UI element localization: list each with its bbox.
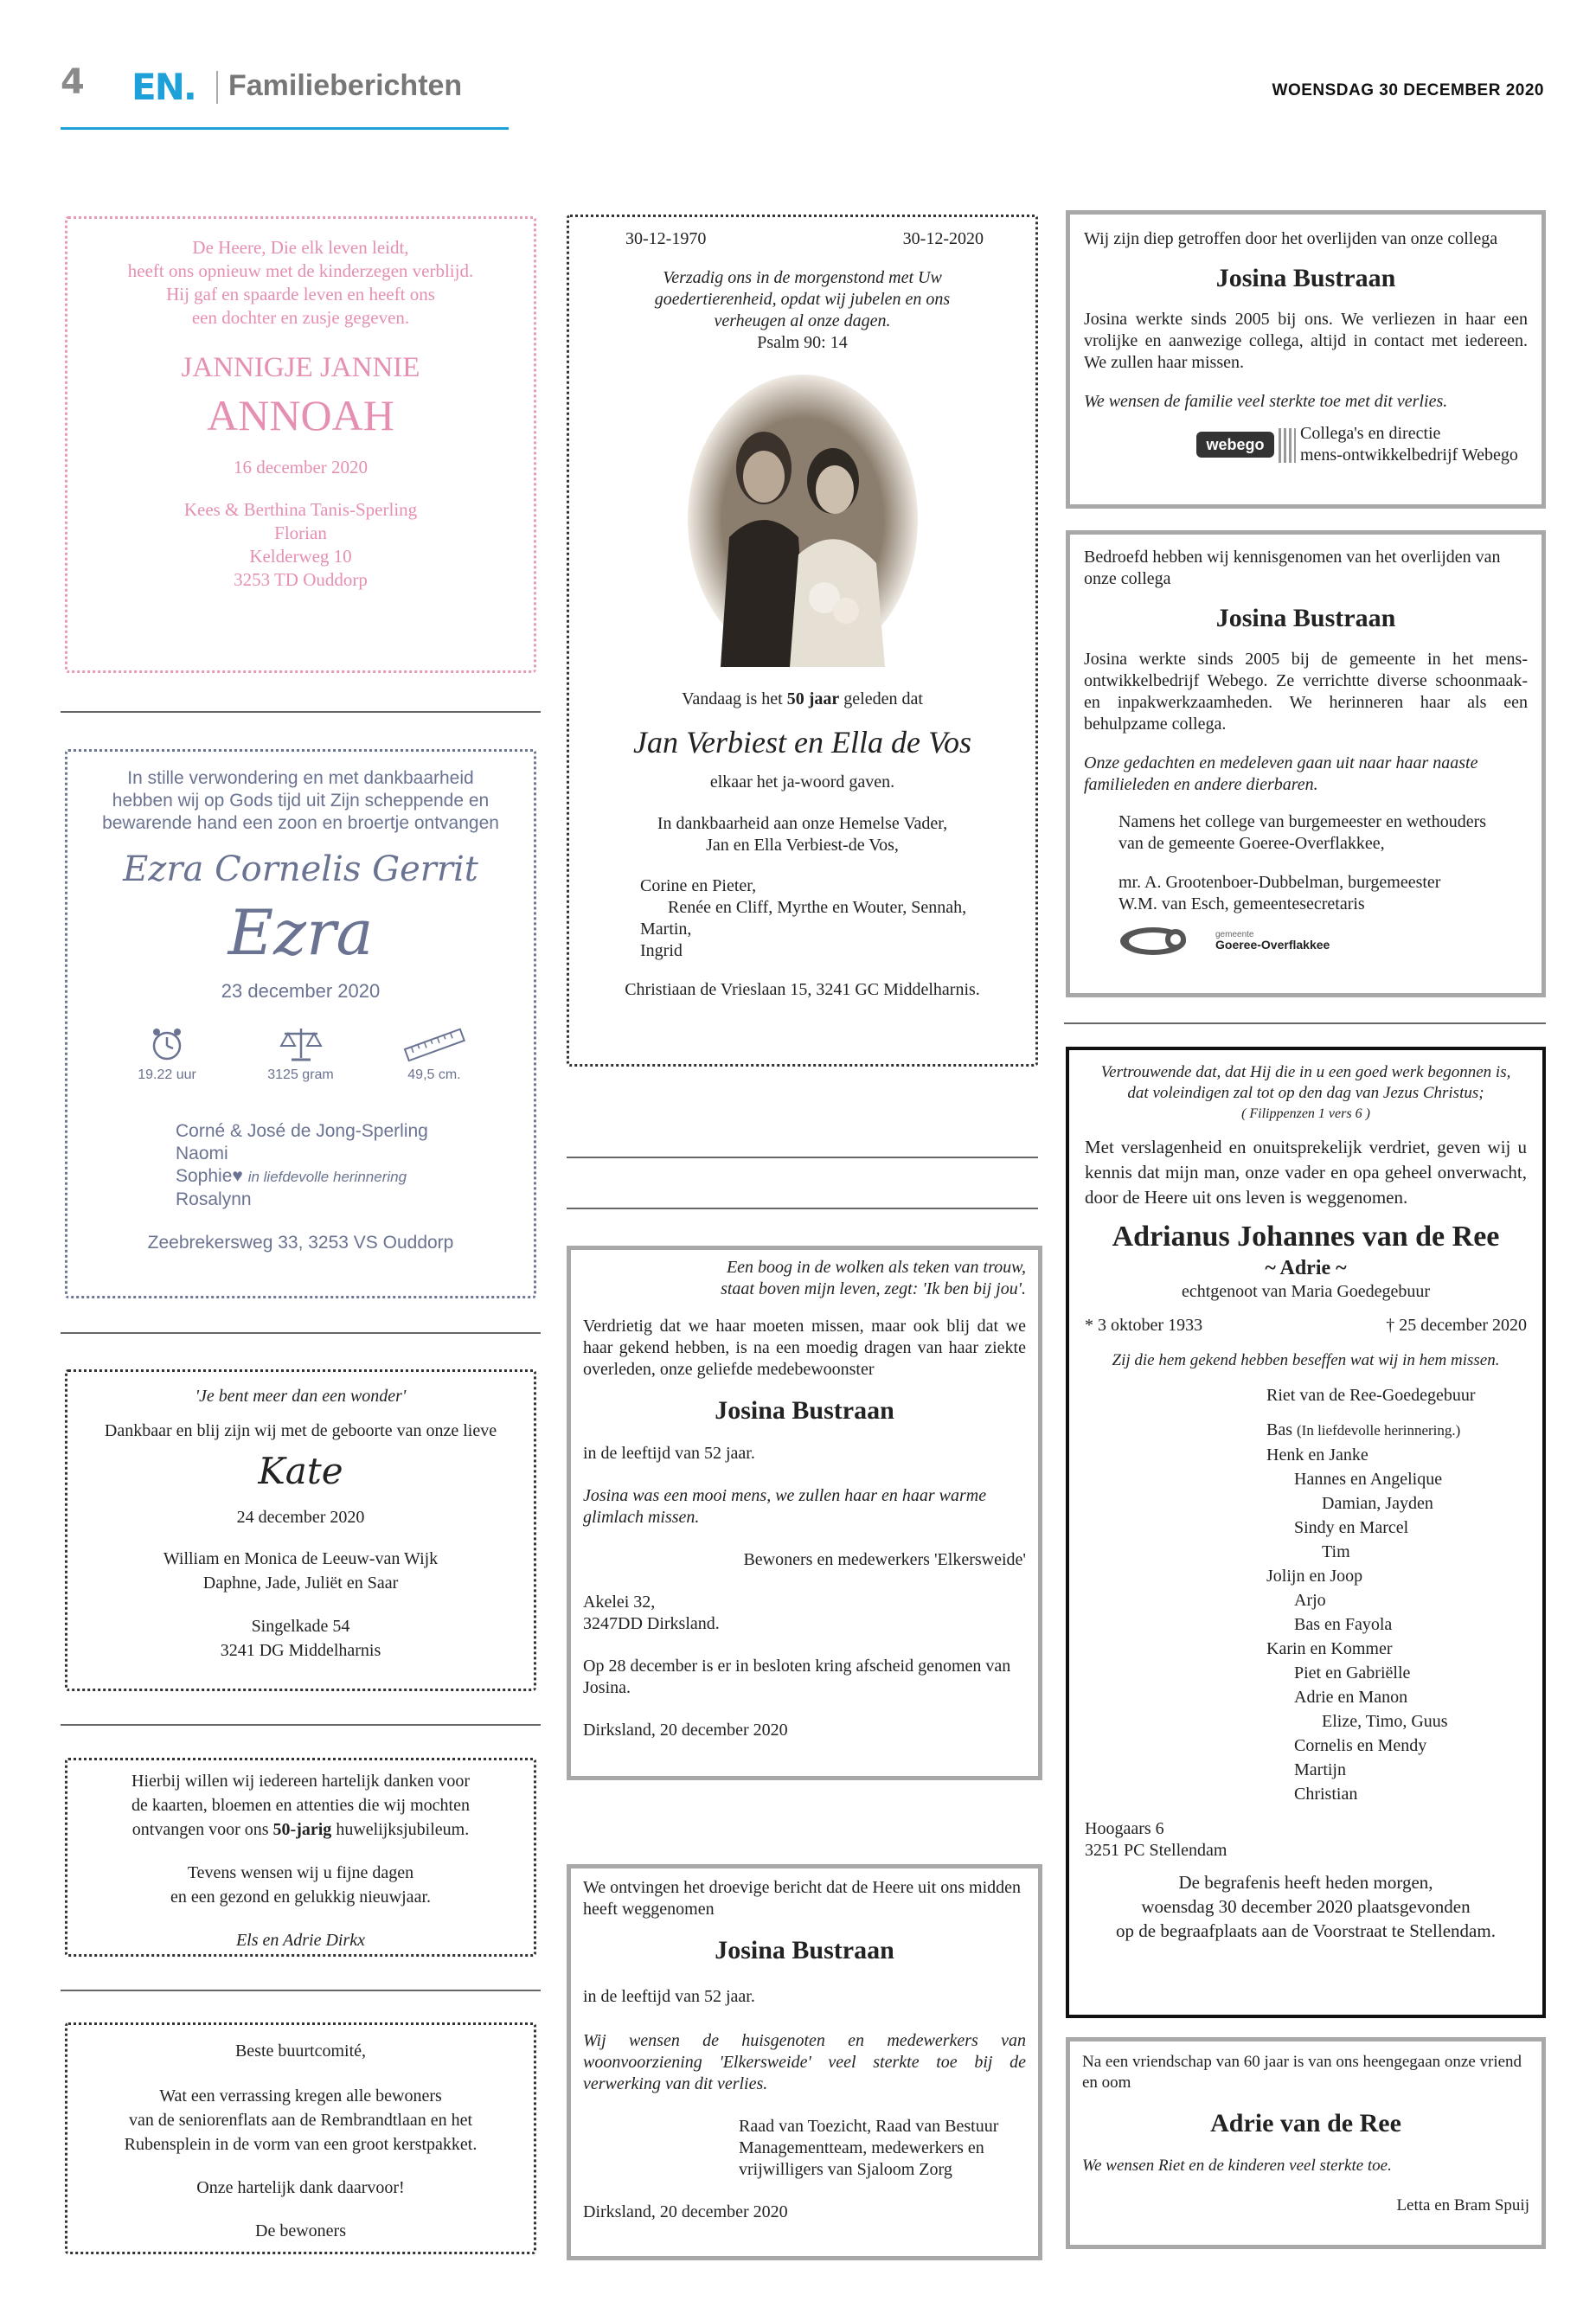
body-text: Verdrietig dat we haar moeten missen, maar ook blij dat we haar gekend hebben, is na een moedig dragen van haar ziekte overleden, onze geliefde medebewoonster xyxy=(583,1317,1026,1379)
thanks-line: Hierbij willen wij iedereen hartelijk danken voor xyxy=(131,1772,470,1791)
thank-you-buurtcomite xyxy=(65,2022,536,2254)
header-separator xyxy=(216,71,218,104)
postal-city: 3253 TD Ouddorp xyxy=(234,569,368,590)
intro-line: bewarende hand een zoon en broertje ontvangen xyxy=(102,813,499,833)
issue-date: WOENSDAG 30 DECEMBER 2020 xyxy=(1272,81,1544,99)
age: in de leeftijd van 52 jaar. xyxy=(583,1444,755,1463)
nickname: ~ Adrie ~ xyxy=(1265,1257,1347,1279)
sender: Bewoners en medewerkers 'Elkersweide' xyxy=(743,1550,1026,1569)
birth-announcement-ezra xyxy=(65,749,536,1298)
wishes-line: en een gezond en gelukkig nieuwjaar. xyxy=(170,1888,431,1907)
anniversary-line: Vandaag is het 50 jaar geleden dat xyxy=(682,689,923,708)
spouse: echtgenoot van Maria Goedegebuur xyxy=(1181,1282,1431,1301)
deceased-name: Josina Bustraan xyxy=(1215,264,1396,292)
time-label: 19.22 uur xyxy=(138,1067,196,1082)
motto: Zij die hem gekend hebben beseffen wat wij in hem missen. xyxy=(1112,1351,1500,1369)
birth-date: 23 december 2020 xyxy=(221,980,381,1002)
family-member: Bas en Fayola xyxy=(1294,1615,1393,1634)
sender-line: van de gemeente Goeree-Overflakkee, xyxy=(1118,834,1385,853)
logo-caption: gemeente xyxy=(1215,930,1254,939)
family-member: Jolijn en Joop xyxy=(1266,1567,1363,1586)
quote: 'Je bent meer dan een wonder' xyxy=(195,1387,407,1406)
heart-icon: ♥ xyxy=(232,1166,243,1186)
condolence-spuij xyxy=(1066,2037,1546,2249)
widow: Riet van de Ree-Goedegebuur xyxy=(1266,1386,1476,1405)
header-underline xyxy=(61,127,509,130)
deceased-name: Adrie van de Ree xyxy=(1210,2109,1401,2138)
intro-line: In stille verwondering en met dankbaarheid xyxy=(127,768,474,788)
newspaper-logo: EN. xyxy=(131,66,195,108)
intro-text: Na een vriendschap van 60 jaar is van ons heengegaan onze vriend en oom xyxy=(1082,2053,1522,2092)
divider xyxy=(567,1208,1038,1209)
body-text: Josina werkte sinds 2005 bij ons. We verliezen in haar een vrolijke en aanwezige collega, altijd in contact met iedereen. We zullen haar missen. xyxy=(1084,310,1528,372)
parents: Kees & Berthina Tanis-Sperling xyxy=(183,499,418,520)
child-full-name: Ezra Cornelis Gerrit xyxy=(123,849,478,889)
child-in-memory: Bas (In liefdevolle herinnering.) xyxy=(1266,1420,1461,1439)
family-member: Karin en Kommer xyxy=(1266,1639,1393,1658)
birth-date: 16 december 2020 xyxy=(233,457,369,478)
verse-line: verheugen al onze dagen. xyxy=(714,311,891,330)
body-text: Josina werkte sinds 2005 bij de gemeente in het mens-ontwikkelbedrijf Webego. Ze verrichtte diverse schoonmaak- en inpakwerkzaamheden. We herinneren haar als een behulpzame collega. xyxy=(1084,650,1528,734)
child: Corine en Pieter, xyxy=(640,876,757,895)
family-member: Adrie en Manon xyxy=(1294,1688,1408,1707)
wish-text: Wij wensen de huisgenoten en medewerkers van woonvoorziening 'Elkersweide' veel sterkte toe bij de verwerking van dit verlies. xyxy=(583,2031,1026,2093)
child-name: Kate xyxy=(258,1450,343,1492)
postal-city: 3241 DG Middelharnis xyxy=(220,1641,381,1660)
birth-time xyxy=(102,1025,232,1083)
birth-length xyxy=(369,1025,499,1083)
verse-reference: ( Filippenzen 1 vers 6 ) xyxy=(1241,1106,1370,1121)
birth-date: 24 december 2020 xyxy=(236,1508,365,1527)
family-member: Piet en Gabriëlle xyxy=(1294,1663,1411,1682)
birth-announcement-annoah xyxy=(65,216,536,673)
sender-line: Collega's en directie xyxy=(1300,424,1441,443)
wish-text: We wensen Riet en de kinderen veel sterkte toe. xyxy=(1082,2157,1392,2175)
page-number: 4 xyxy=(61,62,85,102)
wedding-photo xyxy=(686,373,920,667)
couple-signature: Jan en Ella Verbiest-de Vos, xyxy=(706,836,899,855)
body-text: Met verslagenheid en onuitsprekelijk verdriet, geven wij u kennis dat mijn man, onze vader en opa geheel onverwacht, door de Heere uit ons leven is weggenomen. xyxy=(1085,1137,1527,1208)
divider xyxy=(61,1724,541,1726)
thank-you-dirkx xyxy=(65,1758,536,1957)
verse-line: Vertrouwende dat, dat Hij die in u een goed werk begonnen is, xyxy=(1100,1063,1511,1081)
child: Martin, xyxy=(640,920,692,939)
verse-line: Een boog in de wolken als teken van trouw, xyxy=(726,1258,1026,1277)
street: Hoogaars 6 xyxy=(1085,1819,1164,1838)
intro-line: Dankbaar en blij zijn wij met de geboorte van onze lieve xyxy=(104,1421,497,1440)
funeral-line: De begrafenis heeft heden morgen, xyxy=(1178,1872,1433,1893)
sibling: Florian xyxy=(274,522,327,543)
wedding-date: 30-12-1970 xyxy=(625,229,707,248)
body-line: Rubensplein in de vorm van een groot kerstpakket. xyxy=(124,2135,478,2154)
anniversary-date: 30-12-2020 xyxy=(902,229,984,248)
thanks: Onze hartelijk dank daarvoor! xyxy=(196,2178,405,2197)
thanks-line: ontvangen voor ons 50-jarig huwelijksjubileum. xyxy=(131,1820,470,1839)
wishes-line: Tevens wensen wij u fijne dagen xyxy=(187,1863,414,1882)
verse-line: een dochter en zusje gegeven. xyxy=(191,307,410,328)
condolence-webego xyxy=(1066,210,1546,509)
gratitude-line: In dankbaarheid aan onze Hemelse Vader, xyxy=(657,814,948,833)
sender-line: Raad van Toezicht, Raad van Bestuur xyxy=(739,2117,999,2136)
family-member: Cornelis en Mendy xyxy=(1294,1736,1427,1755)
deceased-name: Josina Bustraan xyxy=(715,1396,894,1425)
child-call-name: Ezra xyxy=(228,896,374,969)
street: Kelderweg 10 xyxy=(249,546,352,567)
couple-names: Jan Verbiest en Ella de Vos xyxy=(633,725,971,760)
divider xyxy=(61,1332,541,1334)
address: Zeebrekersweg 33, 3253 VS Ouddorp xyxy=(147,1233,454,1253)
death-date: † 25 december 2020 xyxy=(1386,1316,1527,1335)
birth-announcement-kate xyxy=(65,1369,536,1691)
verse-line: dat voleindigen zal tot op den dag van Jezus Christus; xyxy=(1127,1084,1484,1102)
family-member: Hannes en Angelique xyxy=(1294,1470,1443,1489)
anniversary-verbiest xyxy=(567,215,1038,1067)
alarm-clock-icon xyxy=(148,1025,186,1063)
condolence-sjaloom xyxy=(567,1864,1042,2260)
memory-text: Josina was een mooi mens, we zullen haar en haar warme glimlach missen. xyxy=(583,1486,987,1527)
signature: Letta en Bram Spuij xyxy=(1396,2196,1529,2214)
deceased-name: Josina Bustraan xyxy=(715,1936,894,1965)
signer: mr. A. Grootenboer-Dubbelman, burgemeester xyxy=(1118,873,1441,892)
verse-line: heeft ons opnieuw met de kinderzegen verblijd. xyxy=(127,260,474,281)
thanks-line: de kaarten, bloemen en attenties die wij mochten xyxy=(131,1796,470,1815)
body-line: Wat een verrassing kregen alle bewoners xyxy=(159,2086,442,2106)
ruler-icon xyxy=(401,1025,467,1063)
family-member: Elize, Timo, Guus xyxy=(1322,1712,1448,1731)
sender-line: Managementteam, medewerkers en xyxy=(739,2138,984,2157)
parents: William en Monica de Leeuw-van Wijk xyxy=(163,1549,439,1568)
child: Renée en Cliff, Myrthe en Wouter, Sennah, xyxy=(668,898,967,917)
family-list xyxy=(1266,1443,1527,1806)
deceased-name: Adrianus Johannes van de Ree xyxy=(1112,1221,1500,1253)
child-first-names: JANNIGJE JANNIE xyxy=(181,352,420,383)
sibling: Naomi xyxy=(176,1144,228,1163)
verse-line: Hij gaf en spaarde leven en heeft ons xyxy=(166,284,435,304)
family-member: Damian, Jayden xyxy=(1322,1494,1433,1513)
wish-text: We wensen de familie veel sterkte toe met dit verlies. xyxy=(1084,392,1448,411)
divider xyxy=(1064,1022,1546,1024)
divider xyxy=(567,1157,1038,1158)
verse-line: goedertierenheid, opdat wij jubelen en ons xyxy=(654,290,951,309)
signer: W.M. van Esch, gemeentesecretaris xyxy=(1118,894,1365,913)
family-member: Henk en Janke xyxy=(1266,1445,1368,1465)
siblings: Daphne, Jade, Juliët en Saar xyxy=(202,1574,399,1593)
salutation: Beste buurtcomité, xyxy=(234,2041,367,2061)
memory-text: Onze gedachten en medeleven gaan uit naar haar naaste familieleden en andere dierbaren. xyxy=(1084,753,1478,794)
obituary-van-de-ree xyxy=(1066,1047,1546,2018)
postal-city: 3251 PC Stellendam xyxy=(1085,1841,1227,1860)
birth-weight xyxy=(236,1025,366,1083)
family-member: Tim xyxy=(1322,1542,1350,1561)
sibling-in-memory: Sophie♥ in liefdevolle herinnering xyxy=(176,1166,407,1186)
intro-line: hebben wij op Gods tijd uit Zijn scheppende en xyxy=(112,791,490,811)
intro-text: Bedroefd hebben wij kennisgenomen van het overlijden van onze collega xyxy=(1084,548,1501,588)
section-title: Familieberichten xyxy=(228,69,463,102)
funeral-line: woensdag 30 december 2020 plaatsgevonden xyxy=(1141,1896,1471,1917)
verse-line: De Heere, Die elk leven leidt, xyxy=(192,237,409,258)
verse-line: staat boven mijn leven, zegt: 'Ik ben bij jou'. xyxy=(721,1279,1026,1298)
sender-line: mens-ontwikkelbedrijf Webego xyxy=(1300,445,1518,465)
address: Christiaan de Vrieslaan 15, 3241 GC Middelharnis. xyxy=(625,980,980,999)
farewell-text: Op 28 december is er in besloten kring afscheid genomen van Josina. xyxy=(583,1657,1011,1697)
length-label: 49,5 cm. xyxy=(407,1067,461,1082)
family-member: Christian xyxy=(1294,1785,1358,1804)
signature: De bewoners xyxy=(255,2221,346,2240)
sender-line: Namens het college van burgemeester en wethouders xyxy=(1118,812,1487,831)
street: Akelei 32, xyxy=(583,1593,656,1612)
child-surname: ANNOAH xyxy=(207,391,394,439)
age: in de leeftijd van 52 jaar. xyxy=(583,1987,755,2006)
parents: Corné & José de Jong-Sperling xyxy=(176,1121,428,1141)
family-member: Sindy en Marcel xyxy=(1294,1518,1409,1537)
obituary-elkersweide xyxy=(567,1246,1042,1780)
family-member: Martijn xyxy=(1294,1760,1346,1779)
deceased-name: Josina Bustraan xyxy=(1215,604,1396,632)
webego-logo-pattern xyxy=(1279,428,1296,463)
scale-icon xyxy=(279,1025,323,1063)
child: Ingrid xyxy=(640,941,683,960)
weight-label: 3125 gram xyxy=(267,1067,334,1082)
verse-line: Verzadig ons in de morgenstond met Uw xyxy=(663,268,942,287)
signature: Els en Adrie Dirkx xyxy=(235,1931,366,1950)
funeral-line: op de begraafplaats aan de Voorstraat te Stellendam. xyxy=(1116,1920,1496,1941)
birth-date: * 3 oktober 1933 xyxy=(1085,1316,1203,1335)
postal-city: 3247DD Dirksland. xyxy=(583,1614,720,1633)
body-line: van de seniorenflats aan de Rembrandtlaan en het xyxy=(128,2111,473,2130)
family-member: Arjo xyxy=(1294,1591,1326,1610)
place-date: Dirksland, 20 december 2020 xyxy=(583,2202,788,2221)
street: Singelkade 54 xyxy=(251,1617,350,1636)
sibling: Rosalynn xyxy=(176,1189,252,1209)
condolence-gemeente xyxy=(1066,530,1546,997)
intro-text: We ontvingen het droevige bericht dat de Heere uit ons midden heeft weggenomen xyxy=(583,1878,1022,1919)
intro-text: Wij zijn diep getroffen door het overlijden van onze collega xyxy=(1084,229,1498,248)
goeree-overflakkee-logo-icon xyxy=(1118,924,1214,958)
divider xyxy=(61,1990,541,1991)
place-date: Dirksland, 20 december 2020 xyxy=(583,1721,788,1740)
vow-line: elkaar het ja-woord gaven. xyxy=(709,772,895,792)
verse-reference: Psalm 90: 14 xyxy=(757,333,848,352)
divider xyxy=(61,711,541,713)
logo-text: Goeree-Overflakkee xyxy=(1215,938,1330,952)
sender-line: vrijwilligers van Sjaloom Zorg xyxy=(739,2160,952,2179)
webego-logo: webego xyxy=(1196,432,1274,458)
